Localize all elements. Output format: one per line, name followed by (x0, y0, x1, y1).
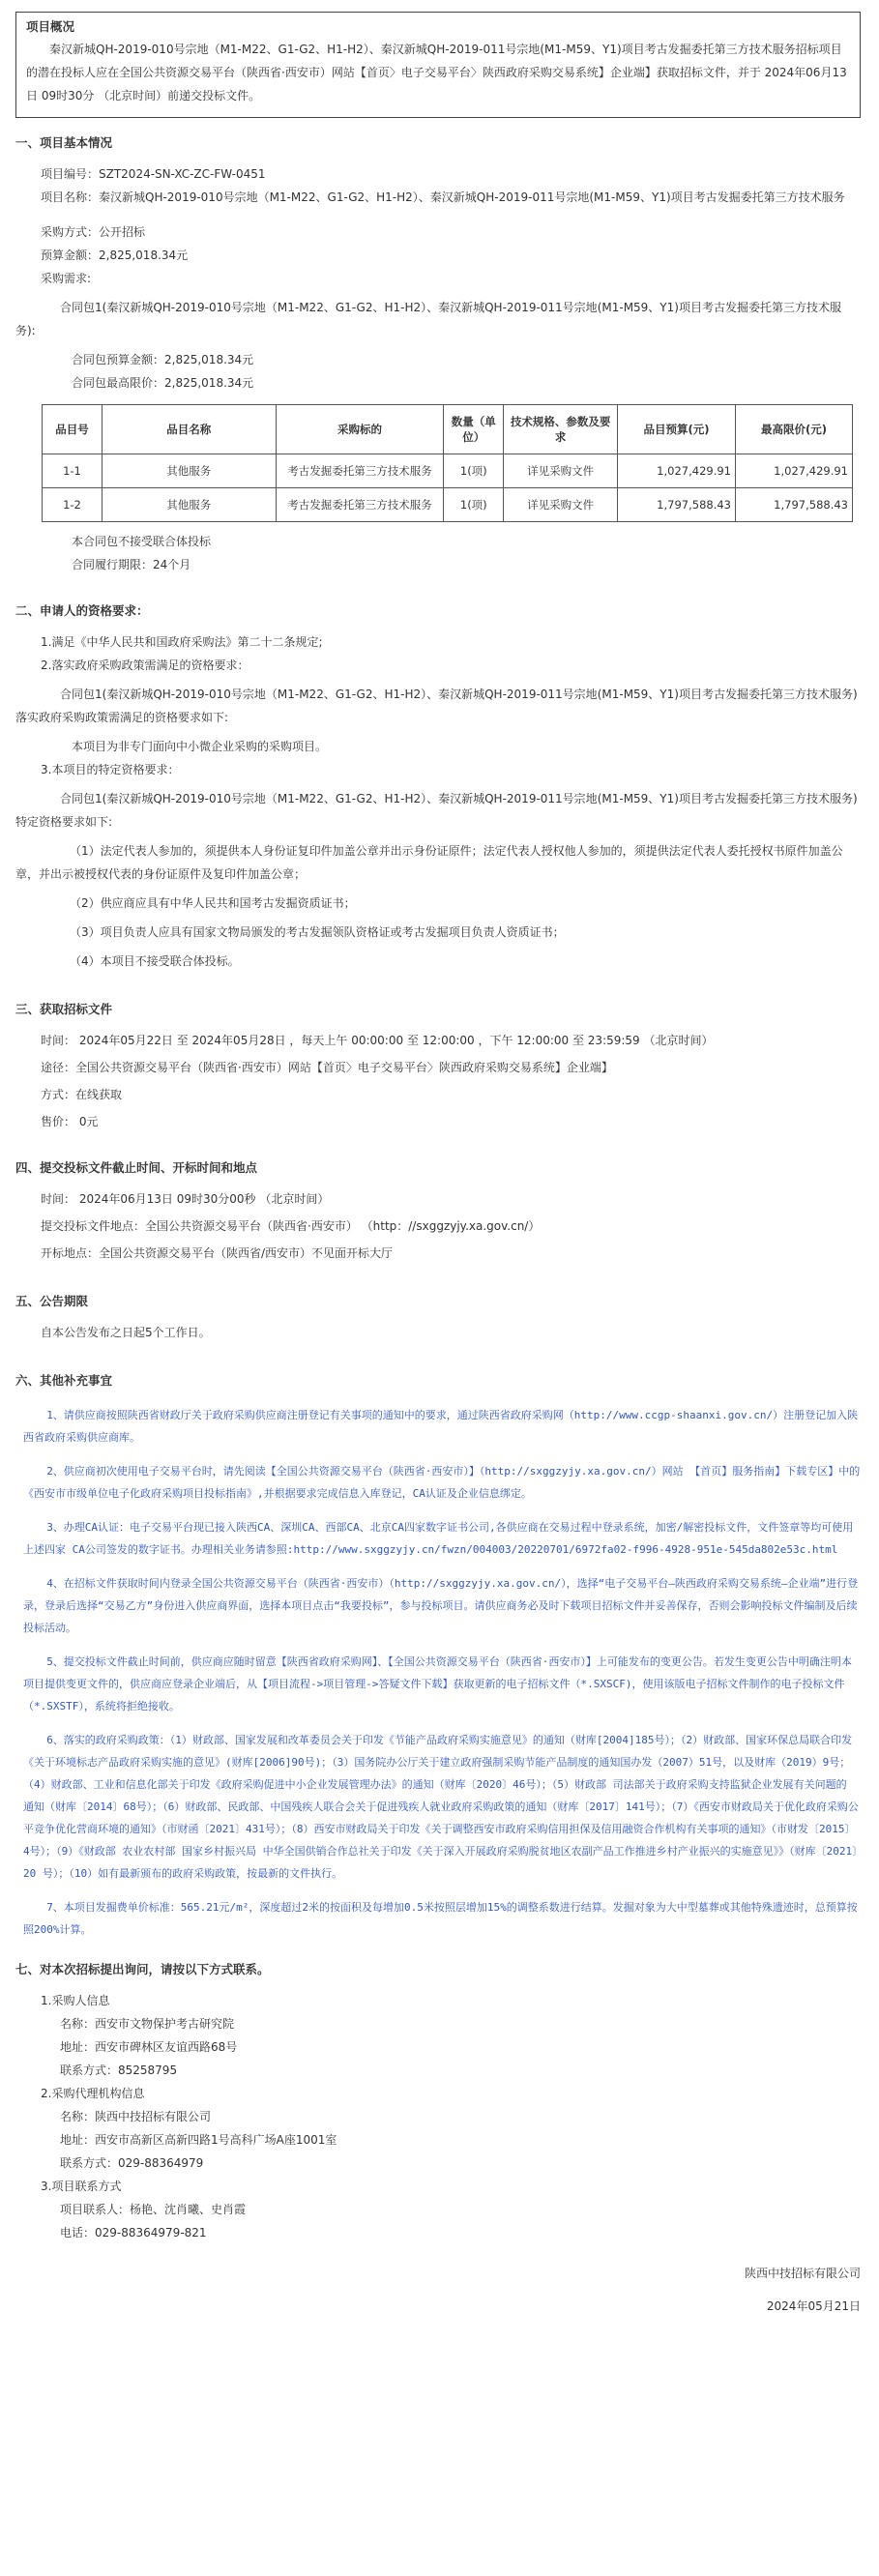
cell-spec: 详见采购文件 (504, 488, 618, 522)
contact-people: 项目联系人：杨艳、沈肖曦、史肖霞 (60, 2203, 247, 2216)
announcement-period: 自本公告发布之日起5个工作日。 (41, 1326, 211, 1339)
header-quantity: 数量（单位） (444, 405, 504, 454)
contract-term: 合同履行期限：24个月 (72, 558, 191, 571)
announcement-page (15, 12, 861, 2318)
obtain-way: 途径：全国公共资源交易平台（陕西省·西安市）网站【首页〉电子交易平台〉陕西政府采购交易系统】企业端】 (41, 1061, 613, 1074)
header-max-price: 最高限价(元) (736, 405, 853, 454)
special-requirement: （3）项目负责人应具有国家文物局颁发的考古发掘领队资格证或考古发掘项目负责人资质证书； (70, 925, 565, 939)
section-1-title: 一、项目基本情况 (15, 135, 113, 150)
cell-item-no: 1-1 (43, 454, 103, 488)
document-price: 售价： 0元 (41, 1115, 99, 1128)
contact-heading: 3.项目联系方式 (41, 2180, 122, 2193)
supplement-item: 5、提交投标文件截止时间前，供应商应随时留意【陕西省政府采购网】、【全国公共资源交易平台（陕西省·西安市）】上可能发布的变更公告。若发生变更公告中明确注明本项目提供变更文件的，供应商应登录企业端后，从【项目流程->项目管理->答疑文件下载】获取更新的电子招标文件（*.SXSCF)，使用该版电子招标文件制作的电子投标文件（*.SXSTF），系统将拒绝接收。 (23, 1655, 852, 1712)
agent-name: 名称：陕西中技招标有限公司 (60, 2110, 212, 2123)
buyer-phone: 联系方式：85258795 (60, 2064, 178, 2077)
supplementary-items (15, 1404, 861, 1941)
budget-amount: 预算金额：2,825,018.34元 (41, 249, 189, 262)
package-max-price: 合同包最高限价：2,825,018.34元 (72, 376, 254, 390)
cell-quantity: 1(项) (444, 454, 504, 488)
obtain-method: 方式：在线获取 (41, 1088, 123, 1101)
supplement-item: 6、落实的政府采购政策：（1）财政部、国家发展和改革委员会关于印发《节能产品政府采购实施意见》的通知（财库[2004]185号）；（2）财政部、国家环保总局联合印发《关于环境标志产品政府采购实施的意见》(财库[2006]90号)；（3）国务院办公厅关于建立政府强制采购节能产品制度的通知国办发（2007）51号，以及财库（2019）9号；（4）财政部、工业和信息化部关于印发《政府采购促进中小企业发展管理办法》的通知（财库〔2020〕46号）；（5）财政部 司法部关于政府采购支持监狱企业发展有关问题的 通知（财库〔2014〕68号）；（6）财政部、民政部、中国残疾人联合会关于促进残疾人就业政府采购政策的通知（财库〔2017〕141号）；（7）《西安市财政局关于优化政府采购公平竞争优化营商环境的通知》（市财函〔2021〕431号）；（8）西安市财政局关于印发《关于调整西安市政府采购信用担保及信用融资合作机构有关事项的通知》（市财发〔2015〕4号）；（9）《财政部 农业农村部 国家乡村振兴局 中华全国供销合作总社关于印发《关于深入开展政府采购脱贫地区农副产品工作推进乡村产业振兴的实施意见》》（财库〔2021〕20 号）；（10）如有最新颁布的政府采购政策，按最新的文件执行。 (23, 1734, 859, 1880)
section-4-title: 四、提交投标文件截止时间、开标时间和地点 (15, 1160, 258, 1175)
requirement-2-note: 本项目为非专门面向中小微企业采购的采购项目。 (72, 740, 328, 753)
summary-title: 项目概况 (26, 19, 75, 34)
agent-address: 地址：西安市高新区高新四路1号高科广场A座1001室 (60, 2133, 337, 2147)
agent-phone: 联系方式：029-88364979 (60, 2156, 204, 2170)
summary-text: 秦汉新城QH-2019-010号宗地（M1-M22、G1-G2、H1-H2）、秦汉新城QH-2019-011号宗地(M1-M59、Y1)项目考古发掘委托第三方技术服务招标项目的潜在投标人应在全国公共资源交易平台（陕西省·西安市）网站【首页〉电子交易平台〉陕西政府采购交易系统】企业端】获取招标文件，并于 2024年06月13日 09时30分 （北京时间）前递交投标文件。 (26, 43, 847, 102)
buyer-address: 地址：西安市碑林区友谊西路68号 (60, 2040, 238, 2054)
header-spec: 技术规格、参数及要求 (504, 405, 618, 454)
table-row (43, 454, 853, 488)
cell-quantity: 1(项) (444, 488, 504, 522)
header-item-name: 品目名称 (102, 405, 276, 454)
cell-spec: 详见采购文件 (504, 454, 618, 488)
opening-location: 开标地点：全国公共资源交易平台（陕西省/西安市）不见面开标大厅 (41, 1246, 394, 1260)
cell-item-budget: 1,027,429.91 (618, 454, 736, 488)
requirement-1: 1.满足《中华人民共和国政府采购法》第二十二条规定; (41, 635, 323, 649)
cell-subject: 考古发掘委托第三方技术服务 (276, 488, 444, 522)
supplement-item: 3、办理CA认证：电子交易平台现已接入陕西CA、深圳CA、西部CA、北京CA四家数字证书公司,各供应商在交易过程中登录系统，加密/解密投标文件，文件签章等均可使用上述四家 CA公司签发的数字证书。办理相关业务请参照:http://www.sxggzyjy.cn/fwzn/004003/20220701/6972fa02-f996-4928-951e-545da802e53c.html (23, 1521, 854, 1556)
section-6-title: 六、其他补充事宜 (15, 1373, 113, 1388)
demand-label: 采购需求: (41, 272, 92, 285)
items-table (42, 404, 853, 522)
header-subject: 采购标的 (276, 405, 444, 454)
project-name: 项目名称：秦汉新城QH-2019-010号宗地（M1-M22、G1-G2、H1-H2）、秦汉新城QH-2019-011号宗地(M1-M59、Y1)项目考古发掘委托第三方技术服务 (41, 190, 845, 204)
procurement-method: 采购方式：公开招标 (41, 225, 146, 239)
header-item-budget: 品目预算(元) (618, 405, 736, 454)
section-2-title: 二、申请人的资格要求： (15, 603, 149, 618)
special-requirement: （1）法定代表人参加的，须提供本人身份证复印件加盖公章并出示身份证原件；法定代表人授权他人参加的，须提供法定代表人委托授权书原件加盖公章，并出示被授权代表的身份证原件及复印件加盖公章； (15, 844, 843, 881)
deadline-time: 时间： 2024年06月13日 09时30分00秒 （北京时间） (41, 1192, 330, 1206)
project-number: 项目编号：SZT2024-SN-XC-ZC-FW-0451 (41, 167, 266, 181)
cell-item-no: 1-2 (43, 488, 103, 522)
cell-item-budget: 1,797,588.43 (618, 488, 736, 522)
requirement-2: 2.落实政府采购政策需满足的资格要求： (41, 659, 249, 672)
submission-location: 提交投标文件地点：全国公共资源交易平台（陕西省·西安市） （http：//sxggzyjy.xa.gov.cn/） (41, 1219, 541, 1233)
header-item-no: 品目号 (43, 405, 103, 454)
buyer-name: 名称：西安市文物保护考古研究院 (60, 2017, 235, 2031)
no-consortium-note: 本合同包不接受联合体投标 (72, 535, 212, 548)
agent-heading: 2.采购代理机构信息 (41, 2087, 145, 2100)
signature-date: 2024年05月21日 (766, 2299, 861, 2313)
requirement-2-detail: 合同包1(秦汉新城QH-2019-010号宗地（M1-M22、G1-G2、H1-H2）、秦汉新城QH-2019-011号宗地(M1-M59、Y1)项目考古发掘委托第三方技术服务)落实政府采购政策需满足的资格要求如下: (15, 688, 858, 724)
supplement-item: 2、供应商初次使用电子交易平台时，请先阅读【全国公共资源交易平台（陕西省·西安市）】（http://sxggzyjy.xa.gov.cn/）网站 【首页】服务指南】下载专区】中的 《西安市市级单位电子化政府采购项目投标指南》,并根据要求完成信息入库登记，CA认证及企业信息绑定。 (23, 1465, 861, 1500)
special-requirement: （2）供应商应具有中华人民共和国考古发掘资质证书； (70, 896, 356, 910)
special-requirement: （4）本项目不接受联合体投标。 (70, 954, 240, 968)
cell-item-name: 其他服务 (102, 454, 276, 488)
cell-max-price: 1,797,588.43 (736, 488, 853, 522)
requirement-3: 3.本项目的特定资格要求： (41, 763, 180, 776)
table-row (43, 488, 853, 522)
requirement-3-detail: 合同包1(秦汉新城QH-2019-010号宗地（M1-M22、G1-G2、H1-H2）、秦汉新城QH-2019-011号宗地(M1-M59、Y1)项目考古发掘委托第三方技术服务)特定资格要求如下: (15, 792, 858, 829)
section-5-title: 五、公告期限 (15, 1294, 89, 1308)
cell-max-price: 1,027,429.91 (736, 454, 853, 488)
package-description: 合同包1(秦汉新城QH-2019-010号宗地（M1-M22、G1-G2、H1-H2）、秦汉新城QH-2019-011号宗地(M1-M59、Y1)项目考古发掘委托第三方技术服务): (15, 301, 841, 337)
buyer-heading: 1.采购人信息 (41, 1994, 110, 2007)
project-summary-box (15, 12, 861, 118)
supplement-item: 1、请供应商按照陕西省财政厅关于政府采购供应商注册登记有关事项的通知中的要求，通过陕西省政府采购网（http://www.ccgp-shaanxi.gov.cn/）注册登记加入陕西省政府采购供应商库。 (23, 1409, 859, 1444)
supplement-item: 7、本项目发掘费单价标准：565.21元/m²，深度超过2米的按面积及每增加0.5米按照层增加15%的调整系数进行结算。发掘对象为大中型墓葬或其他特殊遗迹时，总预算按照200%计算。 (23, 1901, 858, 1936)
section-3-title: 三、获取招标文件 (15, 1002, 113, 1016)
cell-item-name: 其他服务 (102, 488, 276, 522)
cell-subject: 考古发掘委托第三方技术服务 (276, 454, 444, 488)
obtain-time: 时间： 2024年05月22日 至 2024年05月28日 ，每天上午 00:00:00 至 12:00:00 ，下午 12:00:00 至 23:59:59 （北京时间） (41, 1034, 714, 1047)
signature-org: 陕西中技招标有限公司 (744, 2267, 861, 2280)
table-header-row (43, 405, 853, 454)
package-budget: 合同包预算金额：2,825,018.34元 (72, 353, 254, 366)
contact-phone: 电话：029-88364979-821 (60, 2226, 207, 2239)
supplement-item: 4、在招标文件获取时间内登录全国公共资源交易平台（陕西省·西安市）（http://sxggzyjy.xa.gov.cn/），选择“电子交易平台—陕西政府采购交易系统—企业端”进行登录，登录后选择“交易乙方”身份进入供应商界面，选择本项目点击“我要投标”，参与投标项目。请供应商务必及时下载项目招标文件并妥善保存，否则会影响投标文件编制及后续投标活动。 (23, 1577, 859, 1634)
section-7-title: 七、对本次招标提出询问，请按以下方式联系。 (15, 1962, 270, 1976)
